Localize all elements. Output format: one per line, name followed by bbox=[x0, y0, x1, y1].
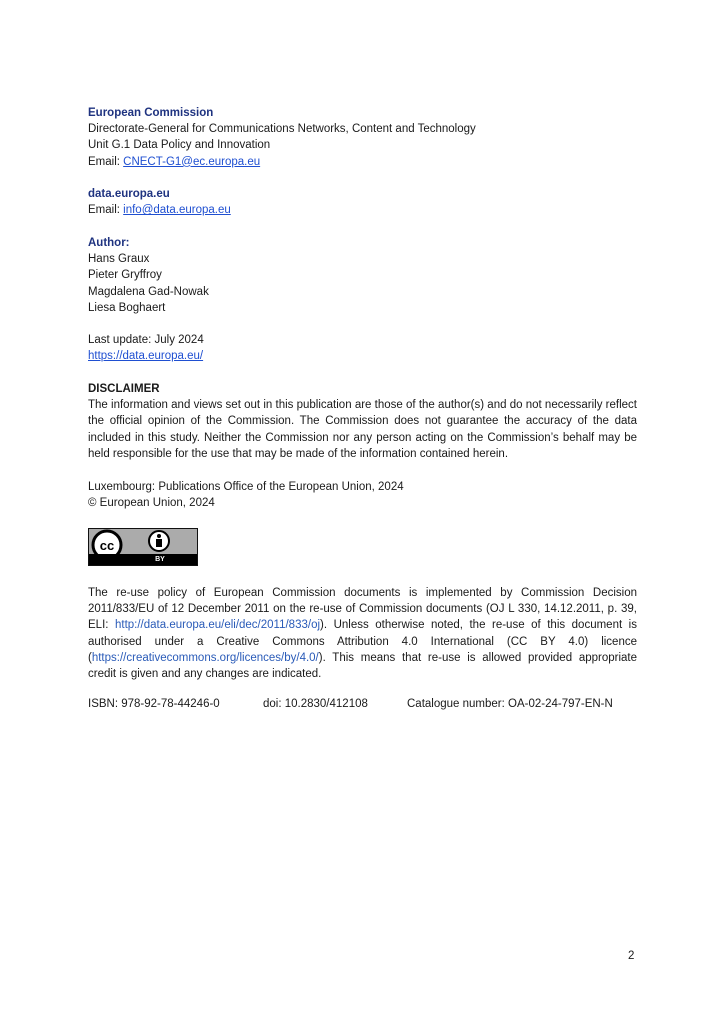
authors-block bbox=[88, 235, 209, 316]
reuse-text: ). This means that re-use is allowed provided appropriate credit is given and any changes are indicated. bbox=[88, 651, 637, 681]
email-label: Email: bbox=[88, 204, 124, 217]
publisher-block bbox=[88, 479, 404, 511]
commission-block bbox=[88, 105, 476, 170]
identifiers-row bbox=[88, 698, 648, 714]
reuse-text: ). Unless otherwise noted, the re-use of this document is authorised under a Creative Commons Attribution 4.0 International (CC BY 4.0) licence ( bbox=[88, 619, 637, 664]
reuse-paragraph bbox=[88, 585, 637, 682]
portal-email-row bbox=[88, 202, 231, 218]
page-number: 2 bbox=[628, 950, 635, 962]
email-label: Email: bbox=[88, 155, 124, 168]
author-name: Magdalena Gad-Nowak bbox=[88, 285, 209, 298]
disclaimer-text: The information and views set out in this publication are those of the author(s) and do not necessarily reflect the official opinion of the Commission. The Commission does not guarantee the accuracy of the data included in this study. Neither the Commission nor any person acting on the Commission’s behalf may be held responsible for the use that may be made of the information contained herein. bbox=[88, 399, 637, 460]
commission-email-link[interactable]: CNECT-G1@ec.europa.eu bbox=[123, 155, 261, 168]
last-update: Last update: July 2024 bbox=[88, 334, 204, 346]
disclaimer-heading: DISCLAIMER bbox=[88, 383, 160, 395]
disclaimer-block bbox=[88, 381, 637, 462]
author-name: Liesa Boghaert bbox=[88, 301, 166, 314]
portal-block bbox=[88, 186, 231, 218]
author-name: Pieter Gryffroy bbox=[88, 269, 162, 282]
eli-link[interactable]: http://data.europa.eu/eli/dec/2011/833/oj bbox=[114, 619, 321, 632]
badge-strip bbox=[89, 554, 197, 565]
portal-url-link[interactable]: https://data.europa.eu/ bbox=[88, 350, 204, 363]
isbn: ISBN: 978-92-78-44246-0 bbox=[88, 698, 220, 710]
portal-name: data.europa.eu bbox=[88, 188, 170, 200]
doi: doi: 10.2830/412108 bbox=[263, 698, 368, 710]
authors-heading: Author: bbox=[88, 237, 130, 249]
reuse-text: The re-use policy of European Commission documents is implemented by Commission Decision 2011/833/EU of 12 December 2011 on the re-use of Commission documents (OJ L 330, 14.12.2011, p. 39, ELI: bbox=[88, 587, 637, 632]
commission-name: European Commission bbox=[88, 107, 214, 119]
copyright-line: © European Union, 2024 bbox=[88, 497, 215, 510]
portal-email-link[interactable]: info@data.europa.eu bbox=[123, 204, 231, 217]
svg-text:cc: cc bbox=[99, 538, 115, 553]
cc-licence-link[interactable]: https://creativecommons.org/licences/by/4.0/ bbox=[91, 651, 319, 664]
catalogue-number: Catalogue number: OA-02-24-797-EN-N bbox=[407, 698, 613, 710]
commission-email-row bbox=[88, 154, 476, 170]
update-block bbox=[88, 332, 204, 364]
cc-by-license-badge[interactable] bbox=[88, 528, 198, 566]
badge-by-label: BY bbox=[155, 556, 165, 563]
publisher-line: Luxembourg: Publications Office of the European Union, 2024 bbox=[88, 481, 404, 493]
author-name: Hans Graux bbox=[88, 253, 150, 266]
directorate-line: Directorate-General for Communications Networks, Content and Technology bbox=[88, 123, 476, 136]
unit-line: Unit G.1 Data Policy and Innovation bbox=[88, 139, 271, 152]
